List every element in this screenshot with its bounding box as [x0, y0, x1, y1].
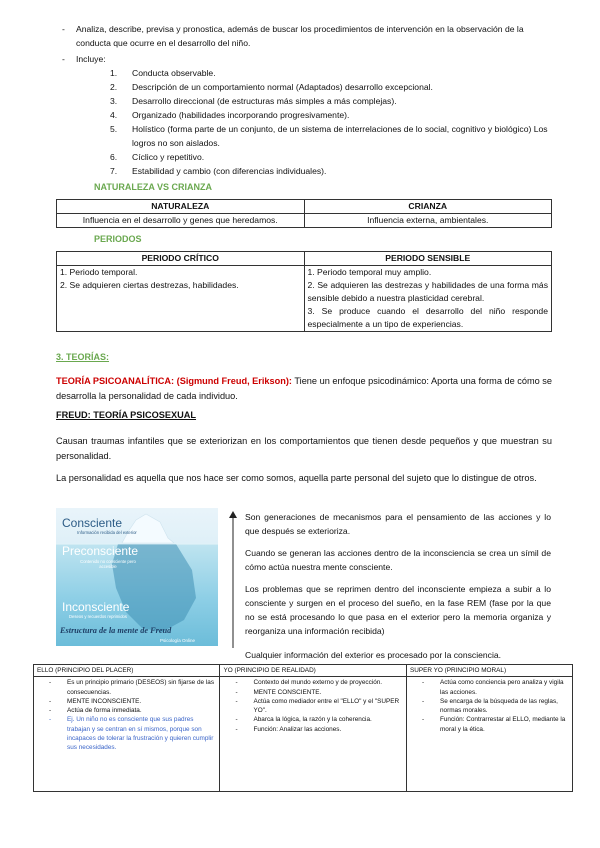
ello-list [37, 678, 216, 752]
iceberg-preconsciente-sub: Contenido no consciente pero accesible [80, 559, 136, 569]
intro-bullet-1: - Analiza, describe, previsa y pronostica, además de buscar los procedimientos de intervención en la observación de la conducta que ocurre en el desarrollo del niño. [62, 24, 524, 48]
psico-title: TEORÍA PSICOANALÍTICA: (Sigmund Freud, Erikson): [56, 376, 292, 386]
ello-item [37, 697, 216, 706]
iceberg-caption: Estructura de la mente de Freud [60, 626, 172, 635]
superyo-item-text: Actúa como conciencia pero analiza y vigila las acciones. [439, 679, 564, 696]
yo-item-text: Contexto del mundo externo y de proyección. [253, 679, 383, 687]
intro-list-number: 7. [110, 166, 118, 176]
intro-bullet-2: - Incluye: [62, 54, 106, 64]
psico-text: Tiene un enfoque psicodinámico: Aporta una forma de cómo se desarrolla la personalidad de cada individuo. [56, 376, 552, 401]
periods-col1-cell [57, 266, 305, 332]
yo-item-text: Actúa como mediador entre el "ELLO" y el "SUPER YO". [253, 697, 400, 715]
structures-table [33, 664, 573, 792]
periods-col2-cell [304, 266, 552, 332]
intro-list-item [110, 80, 550, 94]
side-p4: Cualquier información del exterior es procesado por la consciencia. [245, 650, 502, 660]
list-dash: - [421, 716, 425, 724]
yo-item [223, 725, 402, 734]
intro-list-text: Desarrollo direccional (de estructuras más simples a más complejas). [132, 96, 397, 106]
nature-col2-text: Influencia externa, ambientales. [304, 214, 552, 228]
intro-list-item [110, 164, 550, 178]
critical-period-line: 2. Se adquieren ciertas destrezas, habilidades. [60, 280, 239, 290]
superyo-list [410, 678, 569, 734]
intro-list-number: 4. [110, 110, 118, 120]
ello-header: ELLO (PRINCIPIO DEL PLACER) [34, 665, 220, 677]
ello-item-text: Actúa de forma inmediata. [67, 707, 142, 715]
nature-col1-header: NATURALEZA [57, 200, 305, 214]
intro-list-number: 1. [110, 68, 118, 78]
periods-table [56, 251, 552, 332]
sensitive-period-line: 1. Periodo temporal muy amplio. [307, 267, 432, 277]
intro-list-text: Organizado (habilidades incorporando progresivamente). [132, 110, 350, 120]
intro-list-item [110, 94, 550, 108]
list-dash: - [235, 688, 238, 696]
list-dash: - [49, 679, 52, 687]
iceberg-brand: Psicología Online [160, 638, 196, 643]
intro-list-text: Cíclico y repetitivo. [132, 152, 205, 162]
yo-list [223, 678, 402, 734]
side-p1: Son generaciones de mecanismos para el pensamiento de las acciones y lo que después se exterioriza. [245, 512, 551, 536]
iceberg-inconsciente-sub: Deseos y recuerdos reprimidos [69, 614, 127, 619]
freud-p1: Causan traumas infantiles que se exteriorizan en los comportamientos que tienen desde pequeños y que muestran su personalidad. [56, 436, 552, 461]
yo-item [223, 715, 402, 724]
ello-item [37, 715, 216, 752]
yo-item [223, 697, 402, 716]
nature-col2-header: CRIANZA [304, 200, 552, 214]
critical-period-line: 1. Periodo temporal. [60, 267, 138, 277]
ello-item-text: Ej. Un niño no es consciente que sus padres trabajan y se centran en sí mismos, porque son incapaces de tolerar la frustración y quieren cumplir sus necesidades. [67, 716, 214, 752]
intro-list-item [110, 122, 550, 150]
intro-list-item [110, 150, 550, 164]
theories-heading: 3. TEORÍAS: [56, 352, 110, 362]
ello-item [37, 706, 216, 715]
psico-paragraph [56, 374, 552, 404]
vertical-arrow-icon [228, 510, 238, 650]
intro-list-number: 2. [110, 82, 118, 92]
yo-item-text: MENTE CONSCIENTE. [253, 688, 322, 696]
ello-item-text: MENTE INCONSCIENTE. [67, 697, 142, 705]
yo-item-text: Abarca la lógica, la razón y la coherencia. [253, 716, 372, 724]
iceberg-preconsciente: Preconsciente [62, 544, 139, 558]
intro-list [110, 66, 550, 178]
list-dash: - [235, 697, 238, 705]
freud-p2: La personalidad es aquella que nos hace ser como somos, aquella parte personal del sujeto que lo distingue de otros. [56, 473, 537, 483]
list-dash: - [421, 697, 425, 705]
periods-col1-header: PERIODO CRÍTICO [57, 252, 305, 266]
superyo-item-text: Se encarga de la búsqueda de las reglas, normas morales. [439, 697, 558, 715]
intro-list-text: Conducta observable. [132, 68, 216, 78]
side-p3: Los problemas que se reprimen dentro del inconsciente empieza a subir a lo consciente y surgen en el proceso del sueño, en la fase REM (fase por la que no se está procesando lo que pasa en el exterior pero la memoria organiza y reorganiza una información recibida) [245, 584, 551, 636]
yo-header: YO (PRINCIPIO DE REALIDAD) [220, 665, 406, 677]
intro-list-number: 6. [110, 152, 118, 162]
intro-list-text: Estabilidad y cambio (con diferencias individuales). [132, 166, 327, 176]
intro-list-item [110, 108, 550, 122]
iceberg-inconsciente: Inconsciente [62, 600, 130, 614]
nature-table [56, 199, 552, 228]
intro-list-number: 3. [110, 96, 118, 106]
superyo-item [410, 715, 569, 734]
periods-heading: PERIODOS [94, 234, 142, 244]
list-dash: - [49, 697, 52, 705]
intro-list-text: Descripción de un comportamiento normal (Adaptados) desarrollo excepcional. [132, 82, 433, 92]
superyo-item-text: Función: Contrarrestar al ELLO, mediante la moral y la ética. [439, 716, 566, 733]
periods-col2-header: PERIODO SENSIBLE [304, 252, 552, 266]
iceberg-image [56, 508, 218, 646]
list-dash: - [49, 707, 52, 715]
list-dash: - [49, 716, 52, 724]
intro-list-number: 5. [110, 124, 118, 134]
list-dash: - [235, 725, 238, 733]
list-dash: - [235, 679, 238, 687]
sensitive-period-line: 3. Se produce cuando el desarrollo del niño responde especialmente a un tipo de experiencias. [307, 306, 548, 329]
list-dash: - [235, 716, 238, 724]
freud-title: FREUD: TEORÍA PSICOSEXUAL [56, 410, 197, 420]
intro-list-text: Holístico (forma parte de un conjunto, de un sistema de interrelaciones de lo social, cognitivo y biológico) Los logros no son aislados. [132, 124, 548, 148]
nature-heading: NATURALEZA VS CRIANZA [94, 182, 212, 192]
yo-item-text: Función: Analizar las acciones. [253, 725, 342, 733]
superyo-item [410, 697, 569, 716]
nature-col1-text: Influencia en el desarrollo y genes que heredamos. [57, 214, 305, 228]
intro-list-item [110, 66, 550, 80]
iceberg-consciente: Consciente [62, 516, 123, 530]
superyo-header: SUPER YO (PRINCIPIO MORAL) [406, 665, 572, 677]
iceberg-consciente-sub: Información recibida del exterior [77, 530, 137, 535]
ello-item [37, 678, 216, 697]
sensitive-period-line: 2. Se adquieren las destrezas y habilidades de una forma más sensible debido a nuestra plasticidad cerebral. [307, 280, 548, 303]
list-dash: - [421, 679, 425, 687]
side-p2: Cuando se generan las acciones dentro de la inconsciencia se crea un símil de cómo actúa nuestra mente consciente. [245, 548, 551, 572]
yo-item [223, 688, 402, 697]
yo-item [223, 678, 402, 687]
ello-item-text: Es un principio primario (DESEOS) sin fijarse de las consecuencias. [67, 679, 215, 696]
superyo-item [410, 678, 569, 697]
